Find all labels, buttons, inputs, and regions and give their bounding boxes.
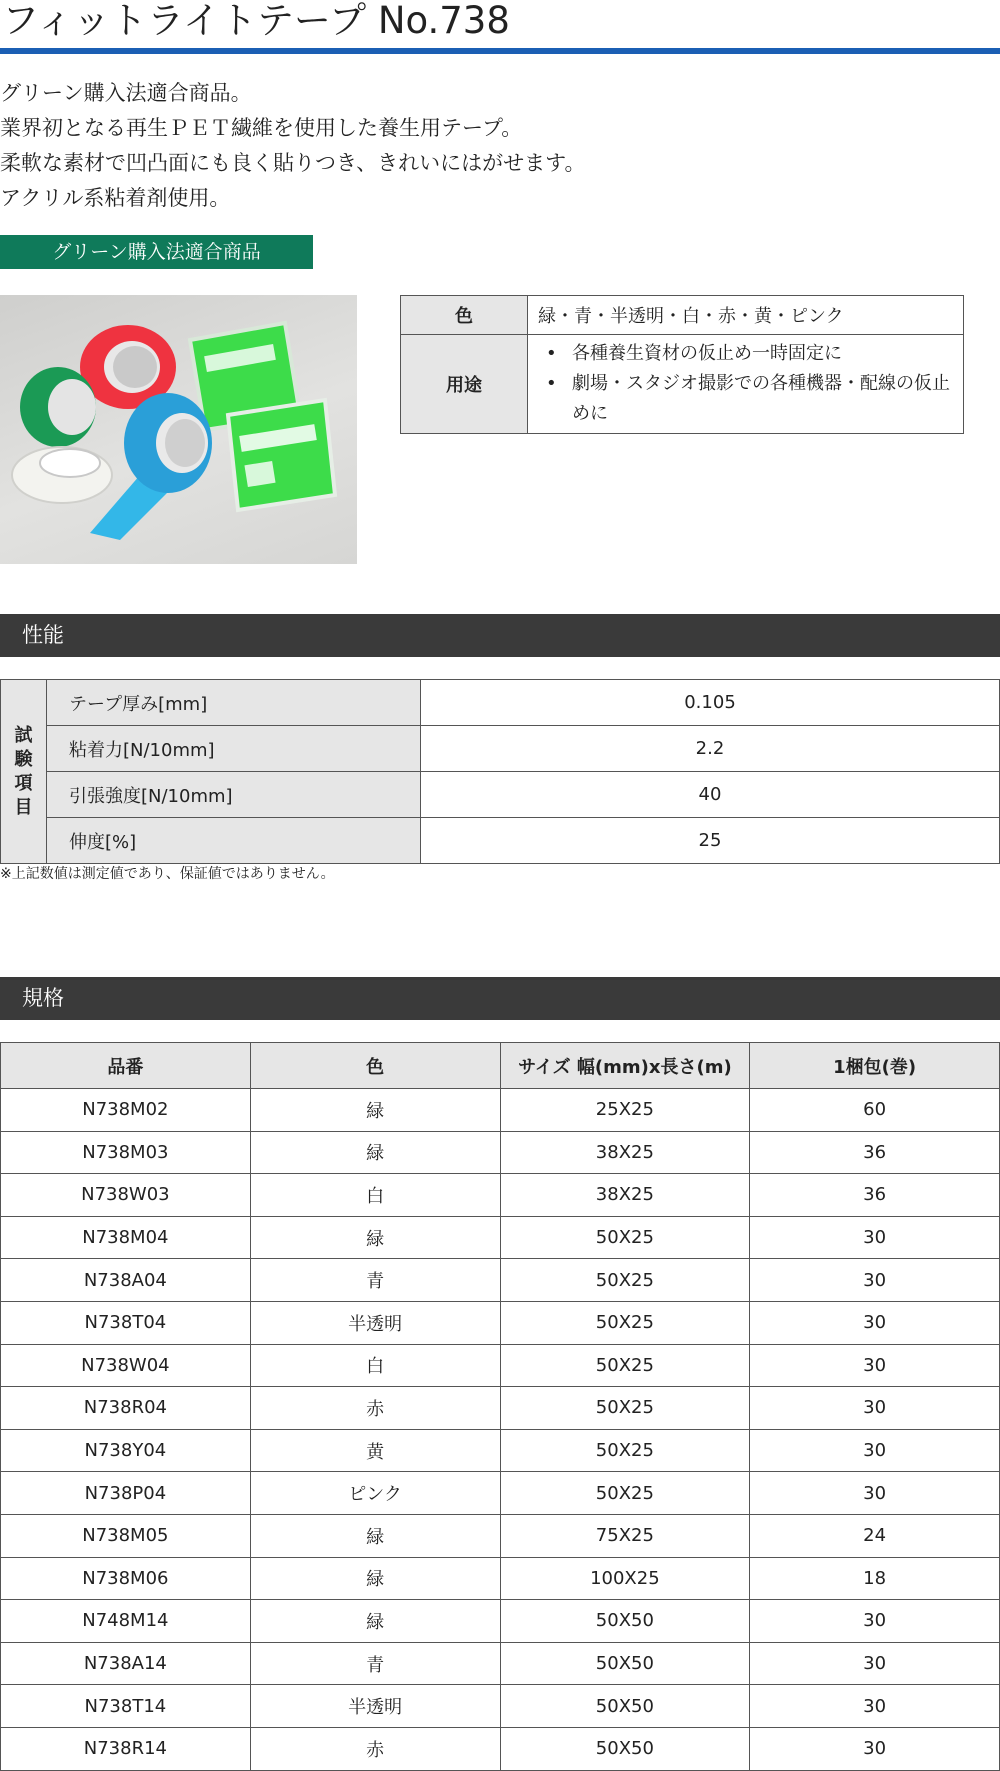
- tape-rolls-illustration: [0, 295, 357, 564]
- spec-table-body: [1, 1089, 1000, 1771]
- section-header-performance: [0, 614, 1000, 657]
- pack-qty-cell: 30: [750, 1301, 1000, 1344]
- color-cell: 緑: [250, 1216, 500, 1259]
- disclaimer-note: ※上記数値は測定値であり、保証値ではありません。: [0, 866, 335, 882]
- pack-qty-cell: 30: [750, 1642, 1000, 1685]
- size-cell: 50X25: [500, 1429, 750, 1472]
- spec-table: [0, 1042, 1000, 1771]
- column-header: 色: [250, 1043, 500, 1089]
- color-cell: 半透明: [250, 1685, 500, 1728]
- color-cell: 赤: [250, 1387, 500, 1430]
- table-row: [1, 1600, 1000, 1643]
- table-header-row: [1, 1043, 1000, 1089]
- pack-qty-cell: 30: [750, 1472, 1000, 1515]
- size-cell: 50X25: [500, 1472, 750, 1515]
- table-row: [1, 1472, 1000, 1515]
- table-row: [1, 1685, 1000, 1728]
- pack-qty-cell: 30: [750, 1259, 1000, 1302]
- size-cell: 38X25: [500, 1131, 750, 1174]
- perf-value: 0.105: [421, 680, 1000, 726]
- intro-line: 業界初となる再生ＰＥＴ繊維を使用した養生用テープ。: [0, 116, 523, 140]
- size-cell: 50X50: [500, 1600, 750, 1643]
- perf-value: 2.2: [421, 726, 1000, 772]
- size-cell: 50X50: [500, 1727, 750, 1770]
- product-code-cell: N738M05: [1, 1514, 251, 1557]
- size-cell: 50X50: [500, 1642, 750, 1685]
- page-title: フィットライトテープ No.738: [2, 0, 510, 42]
- intro-line: アクリル系粘着剤使用。: [0, 186, 231, 210]
- pack-qty-cell: 30: [750, 1387, 1000, 1430]
- product-code-cell: N738R04: [1, 1387, 251, 1430]
- perf-label: 伸度[%]: [47, 818, 421, 864]
- product-code-cell: N738M04: [1, 1216, 251, 1259]
- product-code-cell: N738R14: [1, 1727, 251, 1770]
- table-row: [1, 1216, 1000, 1259]
- color-cell: 白: [250, 1344, 500, 1387]
- pack-qty-cell: 30: [750, 1685, 1000, 1728]
- section-title: 規格: [22, 986, 64, 1010]
- product-code-cell: N738A14: [1, 1642, 251, 1685]
- color-value: 緑・青・半透明・白・赤・黄・ピンク: [528, 296, 964, 335]
- pack-qty-cell: 18: [750, 1557, 1000, 1600]
- table-row: [1, 1557, 1000, 1600]
- info-row-use: [401, 335, 964, 434]
- size-cell: 50X25: [500, 1301, 750, 1344]
- table-row: [1, 772, 1000, 818]
- product-code-cell: N738P04: [1, 1472, 251, 1515]
- table-row: [1, 1301, 1000, 1344]
- color-label: 色: [401, 296, 528, 335]
- product-code-cell: N738M06: [1, 1557, 251, 1600]
- table-row: [1, 726, 1000, 772]
- intro-line: 柔軟な素材で凹凸面にも良く貼りつき、きれいにはがせます。: [0, 151, 586, 175]
- column-header: サイズ 幅(mm)x長さ(m): [500, 1043, 750, 1089]
- pack-qty-cell: 60: [750, 1089, 1000, 1132]
- product-code-cell: N738T14: [1, 1685, 251, 1728]
- table-row: [1, 1642, 1000, 1685]
- size-cell: 100X25: [500, 1557, 750, 1600]
- table-row: [1, 1089, 1000, 1132]
- product-photo: [0, 295, 357, 564]
- page-title-bar: [0, 0, 1000, 54]
- test-items-label: [1, 680, 47, 864]
- table-row: [1, 1514, 1000, 1557]
- section-header-spec: [0, 977, 1000, 1020]
- perf-label: 引張強度[N/10mm]: [47, 772, 421, 818]
- product-code-cell: N738M02: [1, 1089, 251, 1132]
- color-cell: 緑: [250, 1514, 500, 1557]
- size-cell: 50X25: [500, 1216, 750, 1259]
- color-cell: 白: [250, 1174, 500, 1217]
- test-items-text: 試験項目: [14, 724, 33, 818]
- use-list: [538, 339, 953, 429]
- use-value: [528, 335, 964, 434]
- column-header: 1梱包(巻): [750, 1043, 1000, 1089]
- pack-qty-cell: 30: [750, 1216, 1000, 1259]
- perf-label: 粘着力[N/10mm]: [47, 726, 421, 772]
- product-code-cell: N738W04: [1, 1344, 251, 1387]
- table-row: [1, 818, 1000, 864]
- info-row-color: [401, 296, 964, 335]
- color-cell: 青: [250, 1642, 500, 1685]
- perf-value: 25: [421, 818, 1000, 864]
- color-cell: 緑: [250, 1557, 500, 1600]
- table-row: [1, 1387, 1000, 1430]
- pack-qty-cell: 30: [750, 1600, 1000, 1643]
- color-cell: 緑: [250, 1089, 500, 1132]
- product-code-cell: N738A04: [1, 1259, 251, 1302]
- pack-qty-cell: 30: [750, 1344, 1000, 1387]
- pack-qty-cell: 24: [750, 1514, 1000, 1557]
- use-item: • 各種養生資材の仮止め一時固定に: [558, 339, 953, 369]
- pack-qty-cell: 30: [750, 1727, 1000, 1770]
- product-code-cell: N748M14: [1, 1600, 251, 1643]
- pack-qty-cell: 30: [750, 1429, 1000, 1472]
- product-code-cell: N738W03: [1, 1174, 251, 1217]
- intro-text: [0, 76, 1000, 216]
- use-item: • 劇場・スタジオ撮影での各種機器・配線の仮止めに: [558, 369, 953, 429]
- color-cell: 緑: [250, 1131, 500, 1174]
- green-purchase-badge: グリーン購入法適合商品: [0, 235, 313, 269]
- table-row: [1, 1174, 1000, 1217]
- product-code-cell: N738M03: [1, 1131, 251, 1174]
- size-cell: 50X25: [500, 1387, 750, 1430]
- color-cell: ピンク: [250, 1472, 500, 1515]
- size-cell: 75X25: [500, 1514, 750, 1557]
- size-cell: 50X25: [500, 1344, 750, 1387]
- table-row: [1, 1131, 1000, 1174]
- perf-value: 40: [421, 772, 1000, 818]
- color-cell: 青: [250, 1259, 500, 1302]
- table-row: [1, 1344, 1000, 1387]
- table-row: [1, 680, 1000, 726]
- product-code-cell: N738Y04: [1, 1429, 251, 1472]
- section-title: 性能: [22, 623, 64, 647]
- color-cell: 緑: [250, 1600, 500, 1643]
- pack-qty-cell: 36: [750, 1131, 1000, 1174]
- table-row: [1, 1259, 1000, 1302]
- column-header: 品番: [1, 1043, 251, 1089]
- table-row: [1, 1727, 1000, 1770]
- use-label: 用途: [401, 335, 528, 434]
- pack-qty-cell: 36: [750, 1174, 1000, 1217]
- color-cell: 赤: [250, 1727, 500, 1770]
- perf-label: テープ厚み[mm]: [47, 680, 421, 726]
- color-cell: 黄: [250, 1429, 500, 1472]
- performance-table: [0, 679, 1000, 864]
- size-cell: 25X25: [500, 1089, 750, 1132]
- size-cell: 38X25: [500, 1174, 750, 1217]
- color-cell: 半透明: [250, 1301, 500, 1344]
- product-code-cell: N738T04: [1, 1301, 251, 1344]
- size-cell: 50X50: [500, 1685, 750, 1728]
- intro-line: グリーン購入法適合商品。: [0, 81, 252, 105]
- table-row: [1, 1429, 1000, 1472]
- size-cell: 50X25: [500, 1259, 750, 1302]
- product-info-table: [400, 295, 964, 434]
